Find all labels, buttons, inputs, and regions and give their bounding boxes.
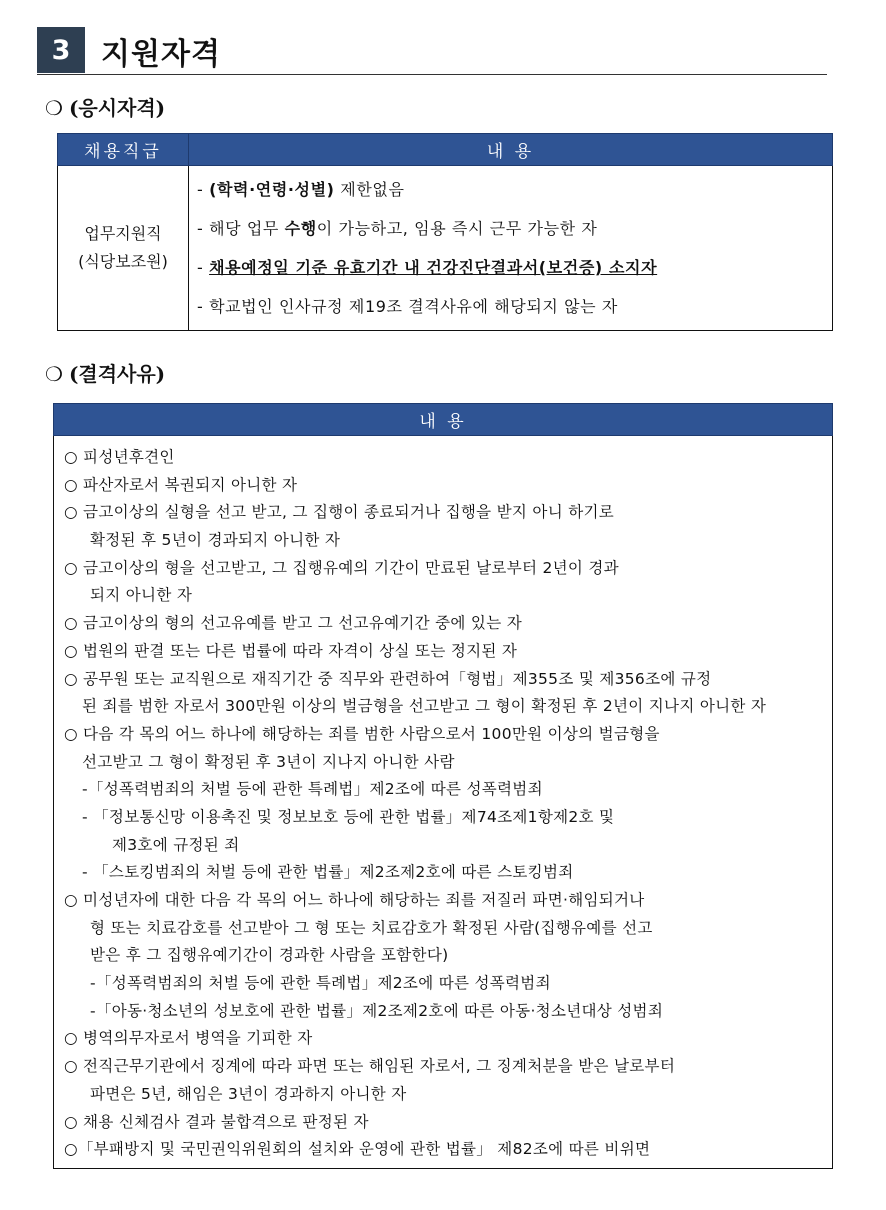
disqualification-row: ○ 금고이상의 형을 선고받고, 그 집행유예의 기간이 만료된 날로부터 2년이 경과 bbox=[64, 558, 619, 577]
disqualification-row: ○ 금고이상의 형의 선고유예를 받고 그 선고유예기간 중에 있는 자 bbox=[64, 614, 522, 633]
header-content: 내 용 bbox=[54, 404, 833, 436]
requirement-item: - 해당 업무 수행이 가능하고, 임용 즉시 근무 가능한 자 bbox=[197, 219, 598, 238]
disqualification-row: -「성폭력범죄의 처벌 등에 관한 특례법」제2조에 따른 성폭력범죄 bbox=[90, 974, 551, 993]
header-position: 채용직급 bbox=[58, 134, 189, 166]
disqualification-row: 받은 후 그 집행유예기간이 경과한 사람을 포함한다) bbox=[90, 946, 449, 965]
disqualification-row: ○ 전직근무기관에서 징계에 따라 파면 또는 해임된 자로서, 그 징계처분을 받은 날로부터 bbox=[64, 1057, 676, 1076]
eligibility-table bbox=[57, 133, 833, 331]
disqualification-row: ○ 공무원 또는 교직원으로 재직기간 중 직무와 관련하여「형법」제355조 및 제356조에 규정 bbox=[64, 669, 712, 688]
section-title: 지원자격 bbox=[101, 37, 221, 72]
requirement-item: - 채용예정일 기준 유효기간 내 건강진단결과서(보건증) 소지자 bbox=[197, 258, 658, 277]
disqualification-row: 파면은 5년, 해임은 3년이 경과하지 아니한 자 bbox=[90, 1084, 407, 1103]
disqualification-row: ○ 파산자로서 복권되지 아니한 자 bbox=[64, 475, 298, 494]
position-name: 업무지원직 bbox=[84, 224, 162, 243]
circle-bullet-icon: ❍ bbox=[45, 96, 63, 120]
disqualification-row: -「성폭력범죄의 처벌 등에 관한 특례법」제2조에 따른 성폭력범죄 bbox=[82, 780, 543, 799]
disqualification-row: ○ 금고이상의 실형을 선고 받고, 그 집행이 종료되거나 집행을 받지 아니 하기로 bbox=[64, 503, 615, 522]
requirements-cell bbox=[189, 166, 833, 331]
disqualification-row: ○「부패방지 및 국민권익위원회의 설치와 운영에 관한 법률」 제82조에 따른 비위면 bbox=[64, 1140, 651, 1159]
disqualification-row: 제3호에 규정된 죄 bbox=[112, 835, 240, 854]
section-header bbox=[37, 27, 827, 75]
disqualification-row: - 「스토킹범죄의 처벌 등에 관한 법률」제2조제2호에 따른 스토킹범죄 bbox=[82, 863, 574, 882]
header-content: 내 용 bbox=[189, 134, 833, 166]
disqualification-row: ○ 다음 각 목의 어느 하나에 해당하는 죄를 범한 사람으로서 100만원 이상의 벌금형을 bbox=[64, 724, 660, 743]
position-detail: (식당보조원) bbox=[78, 252, 168, 271]
disqualification-row: 선고받고 그 형이 확정된 후 3년이 지나지 아니한 사람 bbox=[82, 752, 455, 771]
requirement-item: - (학력·연령·성별) 제한없음 bbox=[197, 180, 405, 199]
disqualification-row: ○ 미성년자에 대한 다음 각 목의 어느 하나에 해당하는 죄를 저질러 파면·해임되거나 bbox=[64, 891, 645, 909]
disqualification-row: 형 또는 치료감호를 선고받아 그 형 또는 치료감호가 확정된 사람(집행유예를 선고 bbox=[90, 918, 653, 937]
disqualification-row: - 「정보통신망 이용촉진 및 정보보호 등에 관한 법률」제74조제1항제2호 및 bbox=[82, 807, 615, 826]
disqualification-table bbox=[53, 403, 833, 1169]
disqualification-heading-text: (결격사유) bbox=[68, 362, 166, 386]
disqualification-row: ○ 법원의 판결 또는 다른 법률에 따라 자격이 상실 또는 정지된 자 bbox=[64, 641, 518, 660]
disqualification-row: 되지 아니한 자 bbox=[90, 586, 193, 605]
disqualification-row: ○ 피성년후견인 bbox=[64, 448, 175, 466]
disqualification-heading bbox=[45, 358, 165, 387]
disqualification-row: 된 죄를 범한 자로서 300만원 이상의 벌금형을 선고받고 그 형이 확정된 후 2년이 지나지 아니한 자 bbox=[82, 697, 767, 716]
section-number-badge: 3 bbox=[37, 27, 85, 73]
disqualification-row: 확정된 후 5년이 경과되지 아니한 자 bbox=[90, 531, 341, 550]
circle-bullet-icon: ❍ bbox=[45, 362, 63, 386]
disqualification-list bbox=[54, 436, 833, 1169]
disqualification-row: ○ 채용 신체검사 결과 불합격으로 판정된 자 bbox=[64, 1112, 369, 1131]
section-divider bbox=[37, 74, 827, 75]
eligibility-heading bbox=[45, 92, 165, 121]
position-cell bbox=[58, 166, 189, 331]
disqualification-row: -「아동·청소년의 성보호에 관한 법률」제2조제2호에 따른 아동·청소년대상 성범죄 bbox=[90, 1001, 664, 1020]
disqualification-row: ○ 병역의무자로서 병역을 기피한 자 bbox=[64, 1029, 313, 1048]
eligibility-heading-text: (응시자격) bbox=[68, 96, 166, 120]
requirement-item: - 학교법인 인사규정 제19조 결격사유에 해당되지 않는 자 bbox=[197, 297, 618, 316]
